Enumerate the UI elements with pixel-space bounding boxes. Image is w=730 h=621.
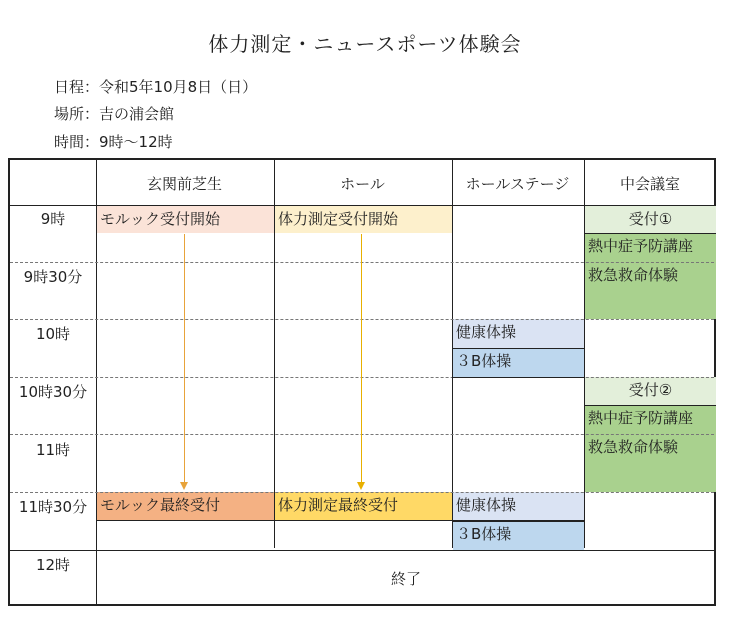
event-fitness-end: 体力測定最終受付 xyxy=(275,492,452,520)
event-rescue-1: 救急救命体験 xyxy=(585,262,716,319)
event-reception-2: 受付② xyxy=(585,377,716,405)
grid-dash xyxy=(10,377,714,378)
grid-vline xyxy=(452,160,453,548)
grid-seg xyxy=(452,377,584,378)
time-label: 12時 xyxy=(35,556,71,574)
event-heatstroke-1: 熱中症予防講座 xyxy=(585,233,716,262)
time-label: 11時 xyxy=(35,441,71,459)
time-label: 9時 xyxy=(40,210,66,228)
schedule-table xyxy=(8,158,716,606)
time-label: 11時30分 xyxy=(18,498,88,516)
event-rescue-2: 救急救命体験 xyxy=(585,434,716,492)
grid-seg xyxy=(584,233,716,234)
grid-vline xyxy=(274,160,275,548)
schedule-date: 日程：令和5年10月8日（日） xyxy=(54,78,258,96)
schedule-place: 場所：吉の浦会館 xyxy=(54,105,175,123)
grid-dash xyxy=(10,492,714,493)
arrow-fitness xyxy=(361,234,362,484)
page-title: 体力測定・ニュースポーツ体験会 xyxy=(208,32,522,56)
grid-vline xyxy=(584,160,585,548)
event-3b-exercise-1: ３B体操 xyxy=(453,348,584,377)
time-label: 9時30分 xyxy=(23,268,83,286)
grid-vline xyxy=(96,160,97,604)
grid-seg xyxy=(452,521,584,522)
event-health-exercise-1: 健康体操 xyxy=(453,319,584,348)
grid-dash xyxy=(10,262,714,263)
event-health-exercise-2: 健康体操 xyxy=(453,492,584,521)
header-meeting-room: 中会議室 xyxy=(619,174,680,193)
grid-dash xyxy=(10,434,714,435)
event-reception-1: 受付① xyxy=(585,206,716,233)
header-hall: ホール xyxy=(340,174,385,193)
event-moluck-start: モルック受付開始 xyxy=(97,206,274,233)
schedule-time: 時間：9時～12時 xyxy=(54,133,173,151)
header-front-lawn: 玄関前芝生 xyxy=(146,174,222,193)
grid-seg xyxy=(452,348,584,349)
arrow-head-icon xyxy=(357,482,365,490)
event-3b-exercise-2: ３B体操 xyxy=(453,521,584,550)
grid-seg xyxy=(584,405,716,406)
grid-hline xyxy=(10,550,714,551)
event-heatstroke-2: 熱中症予防講座 xyxy=(585,405,716,434)
event-end: 終了 xyxy=(390,570,421,588)
arrow-head-icon xyxy=(180,482,188,490)
time-label: 10時 xyxy=(35,325,71,343)
grid-seg xyxy=(96,520,584,521)
grid-dash xyxy=(10,319,714,320)
time-label: 10時30分 xyxy=(18,383,88,401)
event-moluck-end: モルック最終受付 xyxy=(97,492,274,520)
header-hall-stage: ホールステージ xyxy=(465,174,570,193)
arrow-moluck xyxy=(184,234,185,484)
grid-hline xyxy=(10,205,714,206)
event-fitness-start: 体力測定受付開始 xyxy=(275,206,452,233)
